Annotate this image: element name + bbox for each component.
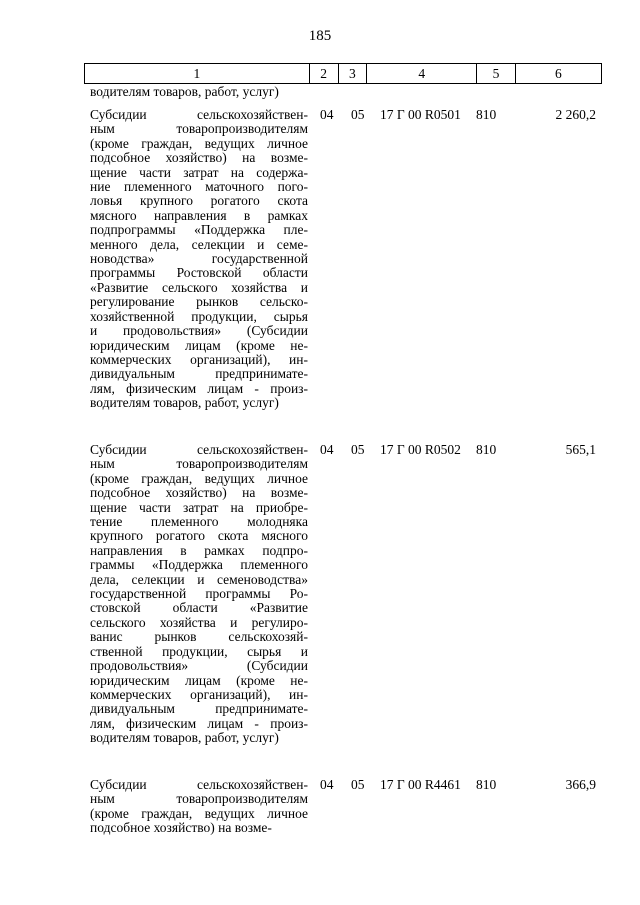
description-line: ным товаропроизводителям [90,791,308,807]
description-line: хозяйственной продукции, сырья [90,308,308,324]
description-line: подсобное хозяйство) на возме- [90,820,272,836]
header-col-2: 2 [310,64,339,83]
description-line: (кроме граждан, ведущих личное [90,470,308,486]
description-line: водителям товаров, работ, услуг) [90,395,279,411]
description-line: дивидуальным предпринимате- [90,366,308,382]
description-line: ванис рынков сельскохозяй- [90,629,308,645]
section-code: 04 [320,107,334,122]
subsection-code: 05 [351,777,365,792]
header-col-6: 6 [555,66,562,81]
target-article-code: 17 Г 00 R4461 [380,777,461,792]
header-col-3: 3 [339,64,368,83]
description-line: ние племенного маточного пого- [90,179,308,195]
description-line: новодства» государственной [90,251,308,267]
description-line: щение части затрат на приобре- [90,499,308,515]
description-line: сельского хозяйства и регулиро- [90,614,308,630]
subsection-code: 05 [351,442,365,457]
header-col-5: 5 [477,64,516,83]
description-line: (кроме граждан, ведущих личное [90,135,308,151]
description-line: граммы «Поддержка племенного [90,557,308,573]
section-code: 04 [320,777,334,792]
target-article-code: 17 Г 00 R0502 [380,442,461,457]
description-line: направления в рамках подпро- [90,542,308,558]
description-line: подсобное хозяйство) на возме- [90,150,308,166]
expense-type-code: 810 [476,777,497,792]
description-line: коммерческих организаций), ин- [90,351,308,367]
amount-value: 2 260,2 [555,107,596,122]
description-line: Субсидии сельскохозяйствен- [90,107,308,122]
subsection-code: 05 [351,107,365,122]
amount-value: 565,1 [565,442,596,457]
description-line: Субсидии сельскохозяйствен- [90,777,308,792]
row-description [90,108,308,411]
header-col-1: 1 [85,64,310,83]
target-article-code: 17 Г 00 R0501 [380,107,461,122]
description-line: лям, физическим лицам - произ- [90,715,308,731]
description-line: программы Ростовской области [90,265,308,281]
description-line: тение племенного молодняка [90,514,308,530]
description-line: ловья крупного рогатого скота [90,193,308,209]
page-number: 185 [308,28,332,44]
description-line: (кроме граждан, ведущих личное [90,805,308,821]
description-line: ным товаропроизводителям [90,121,308,137]
description-line: водителям товаров, работ, услуг) [90,730,279,746]
table-header [84,63,602,84]
description-line: продовольствия» (Субсидии [90,658,308,674]
description-line: «Развитие сельского хозяйства и [90,279,308,295]
description-line: дивидуальным предпринимате- [90,701,308,717]
description-line: ственной продукции, сырья и [90,643,308,659]
description-line: коммерческих организаций), ин- [90,686,308,702]
description-line: лям, физическим лицам - произ- [90,380,308,396]
description-line: юридическим лицам (кроме не- [90,337,308,353]
description-line: щение части затрат на содержа- [90,164,308,180]
header-col-4: 4 [367,64,477,83]
description-line: крупного рогатого скота мясного [90,528,308,544]
section-code: 04 [320,442,334,457]
description-line: и продовольствия» (Субсидии [90,323,308,339]
description-line: регулирование рынков сельско- [90,294,308,310]
description-line: мясного направления в рамках [90,207,308,223]
description-line: ным товаропроизводителям [90,456,308,472]
description-line: менного дела, селекции и семе- [90,236,308,252]
expense-type-code: 810 [476,442,497,457]
description-line: государственной программы Ро- [90,586,308,602]
description-line: подсобное хозяйство) на возме- [90,485,308,501]
description-line: Субсидии сельскохозяйствен- [90,442,308,457]
description-line: юридическим лицам (кроме не- [90,672,308,688]
description-line: подпрограммы «Поддержка пле- [90,222,308,238]
amount-value: 366,9 [565,777,596,792]
row-description [90,778,308,836]
row-description [90,443,308,746]
expense-type-code: 810 [476,107,497,122]
description-line: стовской области «Развитие [90,600,308,616]
continuation-text: водителям товаров, работ, услуг) [90,84,279,99]
description-line: дела, селекции и семеноводства» [90,571,308,587]
